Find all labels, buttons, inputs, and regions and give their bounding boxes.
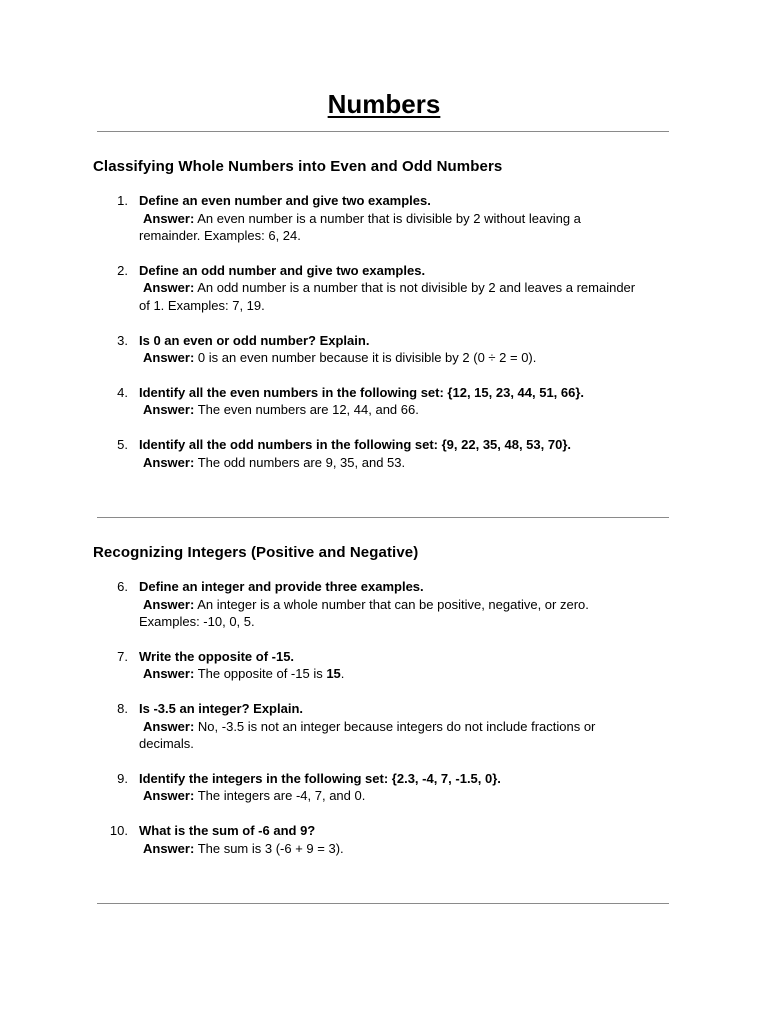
item-number: 9. (117, 770, 128, 786)
question-list (0, 192, 768, 471)
list-item (0, 700, 768, 753)
question-text: Identify all the odd numbers in the following set: {9, 22, 35, 48, 53, 70}. (139, 436, 571, 452)
answer-text (139, 787, 639, 805)
question-text: Define an odd number and give two examples. (139, 262, 426, 278)
answer-body: No, -3.5 is not an integer because integers do not include fractions or decimals. (139, 718, 596, 752)
answer-label: Answer: (143, 210, 195, 226)
list-item (0, 770, 768, 805)
item-number: 1. (117, 193, 128, 208)
answer-body: The integers are -4, 7, and 0. (197, 788, 366, 804)
answer-body: 0 is an even number because it is divisible by 2 (0 ÷ 2 = 0). (197, 350, 537, 366)
answer-body: The even numbers are 12, 44, and 66. (197, 402, 419, 418)
list-item (0, 262, 768, 315)
answer-body: An integer is a whole number that can be positive, negative, or zero. Examples: -10, 0, 5. (139, 596, 589, 630)
answer-suffix: . (340, 666, 345, 682)
answer-label: Answer: (143, 788, 195, 804)
question-text: Is -3.5 an integer? Explain. (139, 700, 303, 716)
answer-label: Answer: (143, 280, 195, 296)
item-number: 7. (117, 648, 128, 664)
answer-text (139, 718, 639, 753)
item-number: 3. (117, 332, 128, 348)
answer-bold-value: 15 (326, 666, 341, 682)
question-text: Identify the integers in the following set: {2.3, -4, 7, -1.5, 0}. (139, 770, 501, 786)
divider (97, 131, 669, 132)
answer-text (139, 596, 639, 631)
question-text: Is 0 an even or odd number? Explain. (139, 332, 370, 348)
section-heading: Classifying Whole Numbers into Even and Odd Numbers (93, 158, 503, 175)
answer-label: Answer: (143, 666, 195, 682)
item-number: 6. (117, 579, 128, 594)
list-item (0, 332, 768, 367)
answer-text (139, 349, 639, 367)
answer-label: Answer: (143, 718, 195, 734)
list-item (0, 648, 768, 683)
answer-label: Answer: (143, 350, 195, 366)
list-item (0, 578, 768, 631)
answer-prefix: The opposite of -15 is (197, 666, 327, 682)
list-item (0, 384, 768, 419)
answer-text (139, 840, 639, 858)
question-text: Write the opposite of -15. (139, 648, 295, 664)
question-text: What is the sum of -6 and 9? (139, 822, 316, 838)
list-item (0, 436, 768, 471)
answer-text (139, 665, 639, 683)
answer-body: The odd numbers are 9, 35, and 53. (197, 454, 406, 470)
answer-body: An even number is a number that is divisible by 2 without leaving a remainder. Examples: 6, 24. (139, 210, 581, 244)
question-text: Define an even number and give two examples. (139, 193, 431, 208)
section-heading: Recognizing Integers (Positive and Negative) (93, 544, 419, 561)
answer-body: An odd number is a number that is not divisible by 2 and leaves a remainder of 1. Examples: 7, 19. (139, 280, 636, 313)
answer-label: Answer: (143, 454, 195, 470)
answer-text (139, 454, 639, 472)
item-number: 5. (117, 436, 128, 452)
divider (97, 903, 669, 904)
list-item (0, 822, 768, 857)
item-number: 2. (117, 262, 128, 278)
answer-text (139, 401, 639, 419)
question-list (0, 578, 768, 857)
answer-body: The sum is 3 (-6 + 9 = 3). (197, 840, 344, 856)
answer-text (139, 210, 639, 245)
question-text: Define an integer and provide three examples. (139, 579, 424, 594)
list-item (0, 192, 768, 245)
divider (97, 517, 669, 518)
answer-label: Answer: (143, 596, 195, 612)
item-number: 8. (117, 700, 128, 716)
answer-label: Answer: (143, 840, 195, 856)
page-title: Numbers (327, 89, 441, 119)
item-number: 4. (117, 384, 128, 400)
question-text: Identify all the even numbers in the following set: {12, 15, 23, 44, 51, 66}. (139, 384, 585, 400)
answer-label: Answer: (143, 402, 195, 418)
item-number: 10. (109, 822, 128, 838)
answer-text (139, 279, 639, 314)
